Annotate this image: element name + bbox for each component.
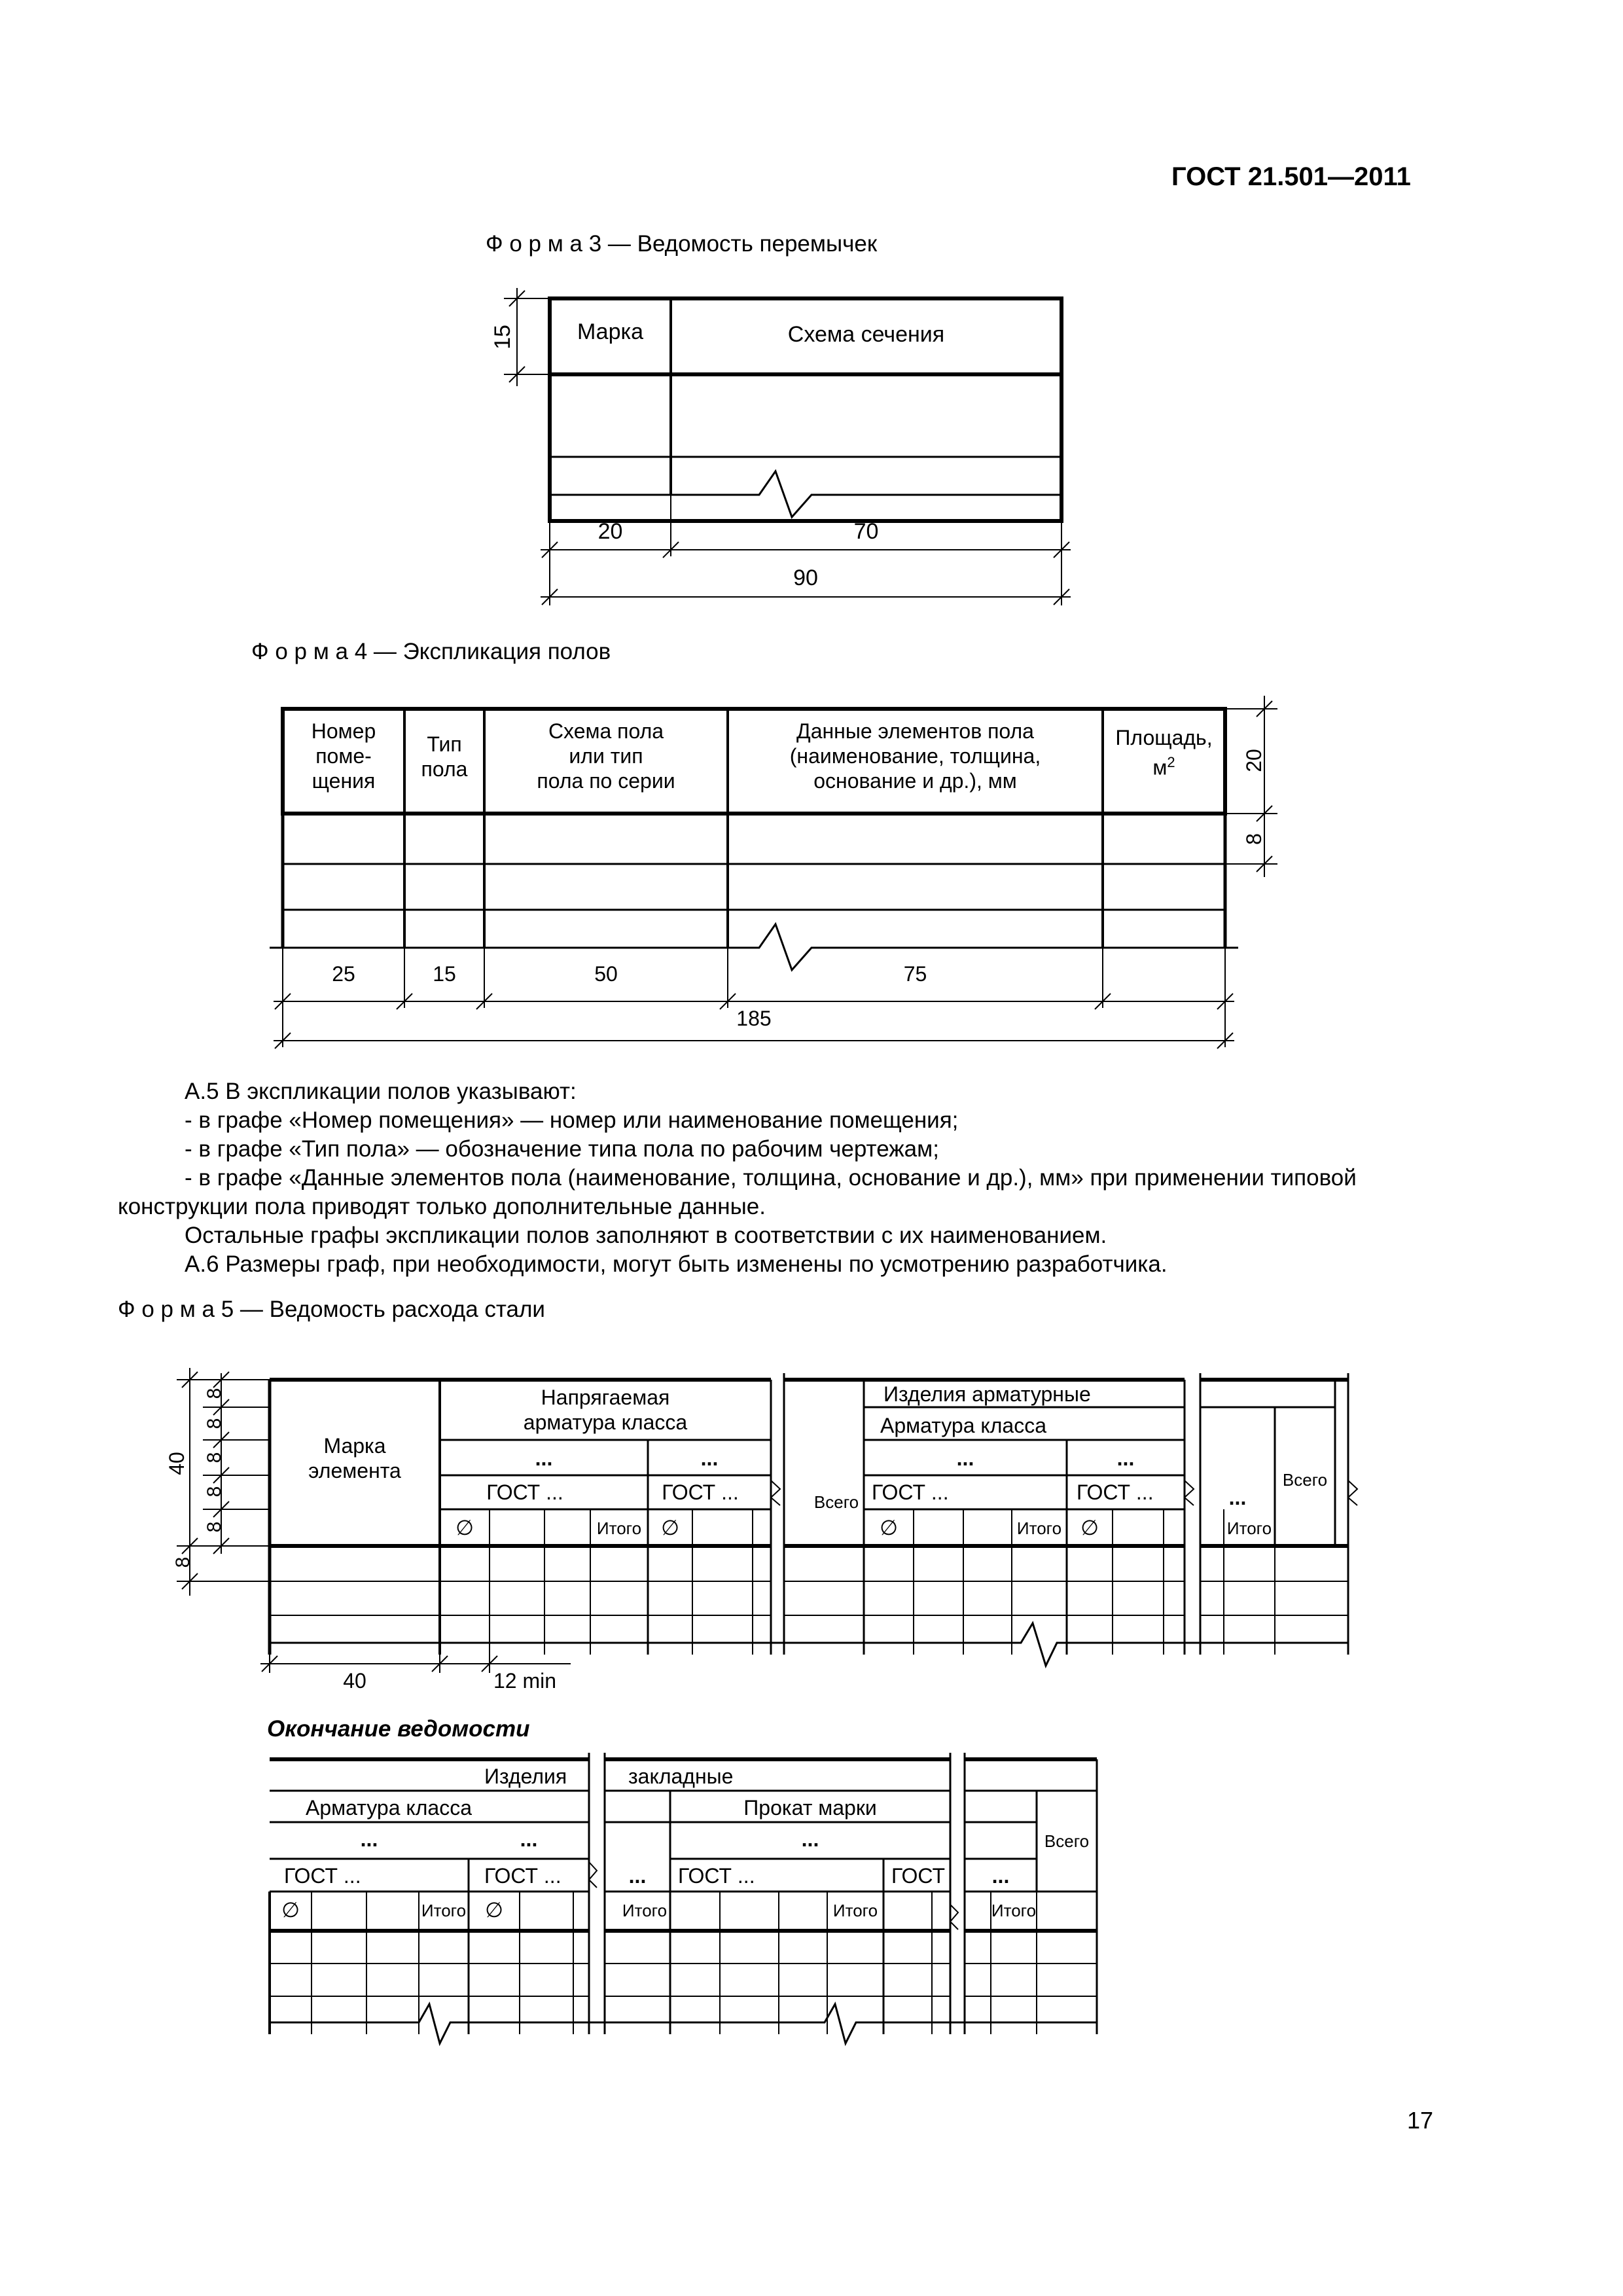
form4-dim-total: 185 bbox=[736, 1007, 772, 1030]
form4-caption: Ф о р м а 4 — Экспликация полов bbox=[251, 639, 611, 664]
form4-dim-2: 15 bbox=[433, 962, 456, 986]
form5-end-reinf-class: Арматура класса bbox=[306, 1796, 472, 1820]
form3-dim-total: 90 bbox=[793, 565, 818, 590]
form5-caption: Ф о р м а 5 — Ведомость расхода стали bbox=[118, 1297, 545, 1322]
form5-table-grid bbox=[270, 1373, 1357, 1666]
form5-gost-2: ГОСТ ... bbox=[662, 1480, 739, 1504]
form5-itogo-3: Итого bbox=[1226, 1518, 1272, 1538]
form5-end-items: Изделия bbox=[484, 1765, 567, 1788]
form4-col-area: Площадь, $м^2$ bbox=[1115, 726, 1213, 780]
form5-prestressed: Напрягаемая арматура класса bbox=[523, 1386, 688, 1434]
form5-dim-min: 12 min bbox=[493, 1669, 557, 1693]
form5-end-gost-2: ГОСТ ... bbox=[484, 1864, 562, 1888]
paragraph-room-number: - в графе «Номер помещения» — номер или наименование помещения; bbox=[185, 1107, 959, 1133]
form5-end-dots-1: ... bbox=[360, 1827, 378, 1851]
form5-dots-2: ... bbox=[700, 1446, 719, 1470]
form3-col-scheme: Схема сечения bbox=[787, 322, 945, 347]
form5-dots-4: ... bbox=[1116, 1446, 1135, 1470]
form5-end-dots-2: ... bbox=[520, 1827, 538, 1851]
form5-dots-1: ... bbox=[535, 1446, 553, 1470]
form5-end-rolled: Прокат марки bbox=[743, 1796, 877, 1820]
form4-col-room-number: Номер поме- щения bbox=[311, 719, 376, 793]
form3-dim-col2: 70 bbox=[853, 519, 879, 544]
form3-caption: Ф о р м а 3 — Ведомость перемычек bbox=[486, 231, 878, 257]
form5-diam-2: ∅ bbox=[661, 1516, 679, 1539]
form5-end-dots-5: ... bbox=[991, 1864, 1010, 1888]
form5-dots-3: ... bbox=[956, 1446, 974, 1470]
form5-vsego-1: Всего bbox=[813, 1492, 859, 1512]
form5-end-itogo-1: Итого bbox=[421, 1901, 467, 1920]
form5-itogo-2: Итого bbox=[1016, 1518, 1062, 1538]
form5-items-reinf: Изделия арматурные bbox=[883, 1382, 1091, 1406]
form5-dim-left: 40 bbox=[165, 1452, 188, 1475]
form5-gost-3: ГОСТ ... bbox=[872, 1480, 949, 1504]
form5-dim-8-f: 8 bbox=[172, 1556, 194, 1568]
form4-col-floor-scheme: Схема пола или тип пола по серии bbox=[537, 719, 675, 793]
paragraph-a6: А.6 Размеры граф, при необходимости, могут быть изменены по усмотрению разработчика. bbox=[185, 1251, 1168, 1277]
page-number: 17 bbox=[1407, 2107, 1434, 2134]
form5-dim-8-e: 8 bbox=[204, 1521, 225, 1533]
form5-end-gost-3: ГОСТ ... bbox=[678, 1864, 755, 1888]
form5-dim-8-b: 8 bbox=[204, 1418, 225, 1429]
form5-end-itogo-3: Итого bbox=[832, 1901, 878, 1920]
form5-gost-1: ГОСТ ... bbox=[486, 1480, 563, 1504]
form5-mark-element: Марка элемента bbox=[308, 1434, 401, 1482]
paragraph-floor-elements: - в графе «Данные элементов пола (наименование, толщина, основание и др.), мм» при применении типовой bbox=[185, 1165, 1357, 1191]
paragraph-other-columns: Остальные графы экспликации полов заполняют в соответствии с их наименованием. bbox=[185, 1223, 1107, 1248]
form5-dots-5: ... bbox=[1228, 1486, 1247, 1509]
form5-end-itogo-2: Итого bbox=[622, 1901, 668, 1920]
form5-end-diam-2: ∅ bbox=[485, 1898, 503, 1922]
form5-end-dots-4: ... bbox=[628, 1864, 647, 1888]
form3-col-mark: Марка bbox=[577, 319, 644, 344]
form4-dim-row: 8 bbox=[1242, 833, 1266, 845]
form5-itogo-1: Итого bbox=[596, 1518, 642, 1538]
form5-end-dots-3: ... bbox=[801, 1827, 819, 1851]
form4-col-floor-type: Тип пола bbox=[421, 732, 468, 781]
form4-dim-4: 75 bbox=[903, 962, 927, 986]
form5-end-caption: Окончание ведомости bbox=[267, 1716, 530, 1742]
paragraph-a5: А.5 В экспликации полов указывают: bbox=[185, 1079, 577, 1104]
form5-dim-8-c: 8 bbox=[204, 1452, 225, 1463]
form5-end-embedded: закладные bbox=[628, 1765, 734, 1788]
form4-dim-3: 50 bbox=[594, 962, 618, 986]
form5-gost-4: ГОСТ ... bbox=[1077, 1480, 1154, 1504]
paragraph-floor-type: - в графе «Тип пола» — обозначение типа пола по рабочим чертежам; bbox=[185, 1136, 939, 1162]
form3-dim-rows: 15 bbox=[490, 325, 515, 350]
form5-vsego-2: Всего bbox=[1282, 1470, 1328, 1490]
form5-diam-3: ∅ bbox=[880, 1516, 898, 1539]
form4-dim-head: 20 bbox=[1242, 749, 1266, 772]
form5-end-vsego: Всего bbox=[1044, 1831, 1090, 1851]
form5-end-diam-1: ∅ bbox=[281, 1898, 300, 1922]
form4-col-floor-elements: Данные элементов пола (наименование, толщина, основание и др.), мм bbox=[789, 719, 1041, 793]
form5-reinf-class: Арматура класса bbox=[880, 1414, 1046, 1437]
form5-dim-8-a: 8 bbox=[204, 1388, 225, 1399]
paragraph-floor-elements-cont: конструкции пола приводят только дополнительные данные. bbox=[118, 1194, 766, 1219]
form5-end-itogo-4: Итого bbox=[991, 1901, 1037, 1920]
form5-end-gost-4: ГОСТ bbox=[891, 1864, 946, 1888]
form3-dim-col1: 20 bbox=[597, 519, 623, 544]
standard-designation: ГОСТ 21.501—2011 bbox=[1171, 162, 1411, 191]
form4-dim-1: 25 bbox=[332, 962, 355, 986]
form5-diam-1: ∅ bbox=[455, 1516, 474, 1539]
form5-dim-col-mark: 40 bbox=[343, 1669, 366, 1693]
form5-end-gost-1: ГОСТ ... bbox=[284, 1864, 361, 1888]
form5-diam-4: ∅ bbox=[1080, 1516, 1099, 1539]
form5-dim-8-d: 8 bbox=[204, 1486, 225, 1498]
